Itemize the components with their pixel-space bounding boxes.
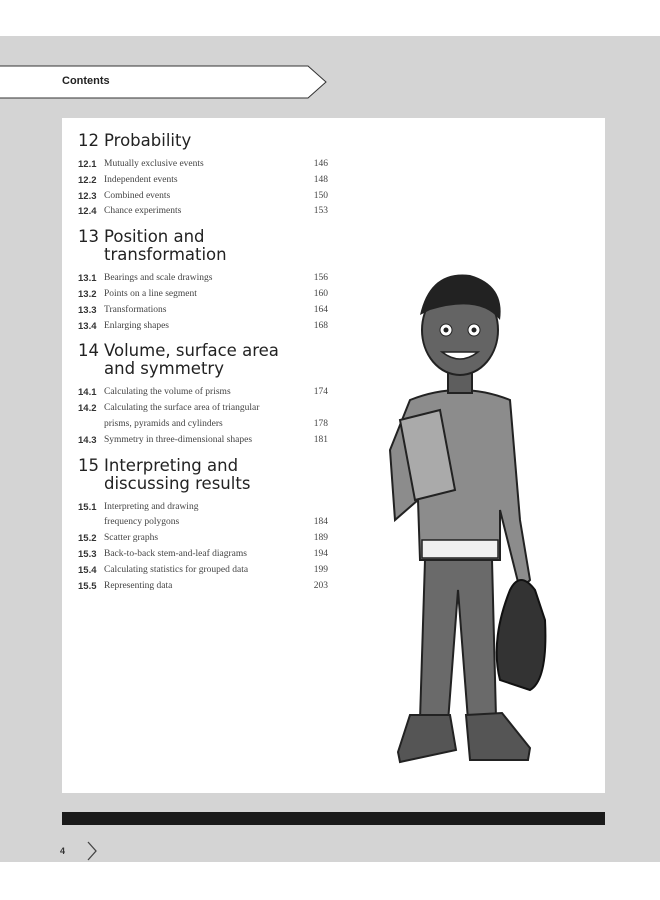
toc-entry[interactable] — [78, 287, 328, 303]
section-title-line: Representing data — [104, 580, 173, 591]
section-title-line: Calculating the volume of prisms — [104, 387, 231, 398]
section-number: 15.4 — [78, 564, 97, 576]
chapter-title-line: Position and — [104, 227, 205, 247]
section-page: 203 — [313, 580, 328, 591]
toc-entry[interactable] — [78, 385, 328, 401]
section-title — [104, 579, 308, 595]
contents-tab-label: Contents — [62, 75, 110, 87]
chapter-block — [78, 342, 328, 448]
section-title — [104, 271, 308, 287]
section-number: 15.5 — [78, 580, 97, 592]
section-title-line: Interpreting and drawing — [104, 501, 199, 512]
section-page: 150 — [313, 190, 328, 201]
chapter-title — [104, 132, 191, 150]
section-title — [104, 287, 308, 303]
chapter-title-line: and symmetry — [104, 359, 224, 379]
section-number: 15.1 — [78, 501, 97, 513]
chapter-heading — [78, 457, 328, 493]
toc-entry[interactable] — [78, 303, 328, 319]
chapter-heading — [78, 132, 328, 150]
section-page: 148 — [313, 174, 328, 185]
toc-entry[interactable] — [78, 500, 328, 532]
section-number: 12.1 — [78, 159, 97, 170]
toc-entry[interactable] — [78, 401, 328, 433]
section-title — [104, 547, 308, 563]
toc-entry[interactable] — [78, 531, 328, 547]
section-title — [104, 563, 308, 579]
section-title — [104, 189, 308, 205]
section-page: 168 — [313, 320, 328, 331]
chapter-title-line: Interpreting and — [104, 455, 239, 475]
section-title-line: Scatter graphs — [104, 533, 159, 544]
section-title-line: prisms, pyramids and cylinders — [104, 418, 223, 429]
chevron-right-icon[interactable] — [85, 840, 99, 862]
section-page: 199 — [313, 564, 328, 575]
section-title-line: Symmetry in three-dimensional shapes — [104, 434, 253, 445]
section-page: 181 — [313, 434, 328, 445]
section-title — [104, 204, 308, 220]
toc-entry[interactable] — [78, 563, 328, 579]
section-page: 146 — [313, 159, 328, 169]
section-title-line: Bearings and scale drawings — [104, 273, 213, 284]
section-title-line: Calculating statistics for grouped data — [104, 564, 249, 575]
section-number: 15.3 — [78, 548, 97, 560]
section-number: 12.3 — [78, 190, 97, 202]
section-page: 189 — [313, 533, 328, 544]
chapter-block — [78, 228, 328, 334]
section-title-line: Calculating the surface area of triangular — [104, 403, 260, 414]
chapter-title-line: discussing results — [104, 473, 251, 493]
section-page: 153 — [313, 206, 328, 217]
section-page: 160 — [313, 288, 328, 299]
section-title-line: Combined events — [104, 190, 171, 201]
section-number: 13.3 — [78, 304, 97, 316]
chapter-heading — [78, 342, 328, 378]
section-page: 164 — [313, 304, 328, 315]
section-page: 194 — [313, 548, 328, 559]
section-page: 174 — [313, 387, 328, 398]
section-number: 12.4 — [78, 206, 97, 218]
table-of-contents — [78, 128, 328, 602]
section-title-line: Independent events — [104, 174, 178, 185]
toc-entry[interactable] — [78, 173, 328, 189]
contents-page — [62, 118, 605, 793]
toc-entry[interactable] — [78, 157, 328, 173]
section-title-line: Points on a line segment — [104, 288, 197, 299]
chapter-block — [78, 457, 328, 595]
toc-entry[interactable] — [78, 271, 328, 287]
section-title — [104, 401, 308, 433]
chapter-number: 14 — [78, 341, 99, 361]
chapter-title — [104, 342, 279, 378]
footer-bar — [62, 812, 605, 825]
section-title-line: Back-to-back stem-and-leaf diagrams — [104, 548, 247, 559]
section-title — [104, 303, 308, 319]
student-illustration — [370, 270, 550, 780]
section-title-line: Mutually exclusive events — [104, 159, 204, 169]
section-number: 15.2 — [78, 533, 97, 545]
chapter-heading — [78, 228, 328, 264]
section-title-line: Transformations — [104, 304, 167, 315]
section-title — [104, 157, 308, 173]
section-title — [104, 173, 308, 189]
section-title-line: Enlarging shapes — [104, 320, 169, 331]
section-number: 14.2 — [78, 403, 97, 415]
chapter-title-line: transformation — [104, 245, 227, 265]
chapter-number: 12 — [78, 131, 99, 150]
chapter-title — [104, 457, 250, 493]
section-number: 13.1 — [78, 273, 97, 285]
toc-entry[interactable] — [78, 547, 328, 563]
section-title-line: frequency polygons — [104, 517, 180, 528]
contents-tab-shape — [0, 65, 330, 99]
section-number: 14.3 — [78, 434, 97, 446]
section-page: 178 — [313, 418, 328, 429]
section-number: 13.2 — [78, 288, 97, 300]
chapter-block — [78, 132, 328, 220]
section-title-line: Chance experiments — [104, 206, 182, 217]
page-number: 4 — [60, 846, 66, 856]
chapter-title-line: Volume, surface area — [104, 341, 279, 361]
chapter-number: 13 — [78, 227, 99, 247]
toc-entry[interactable] — [78, 204, 328, 220]
section-page: 184 — [313, 517, 328, 528]
toc-entry[interactable] — [78, 433, 328, 449]
chapter-number: 15 — [78, 455, 99, 475]
section-number: 13.4 — [78, 320, 97, 332]
toc-entry[interactable] — [78, 319, 328, 335]
section-number: 12.2 — [78, 174, 97, 186]
toc-entry[interactable] — [78, 189, 328, 205]
section-number: 14.1 — [78, 387, 97, 399]
section-title — [104, 385, 308, 401]
chapter-title-line: Probability — [104, 131, 192, 150]
section-title — [104, 500, 308, 532]
section-title — [104, 531, 308, 547]
section-page: 156 — [313, 273, 328, 284]
toc-entry[interactable] — [78, 579, 328, 595]
chapter-title — [104, 228, 227, 264]
section-title — [104, 319, 308, 335]
section-title — [104, 433, 308, 449]
